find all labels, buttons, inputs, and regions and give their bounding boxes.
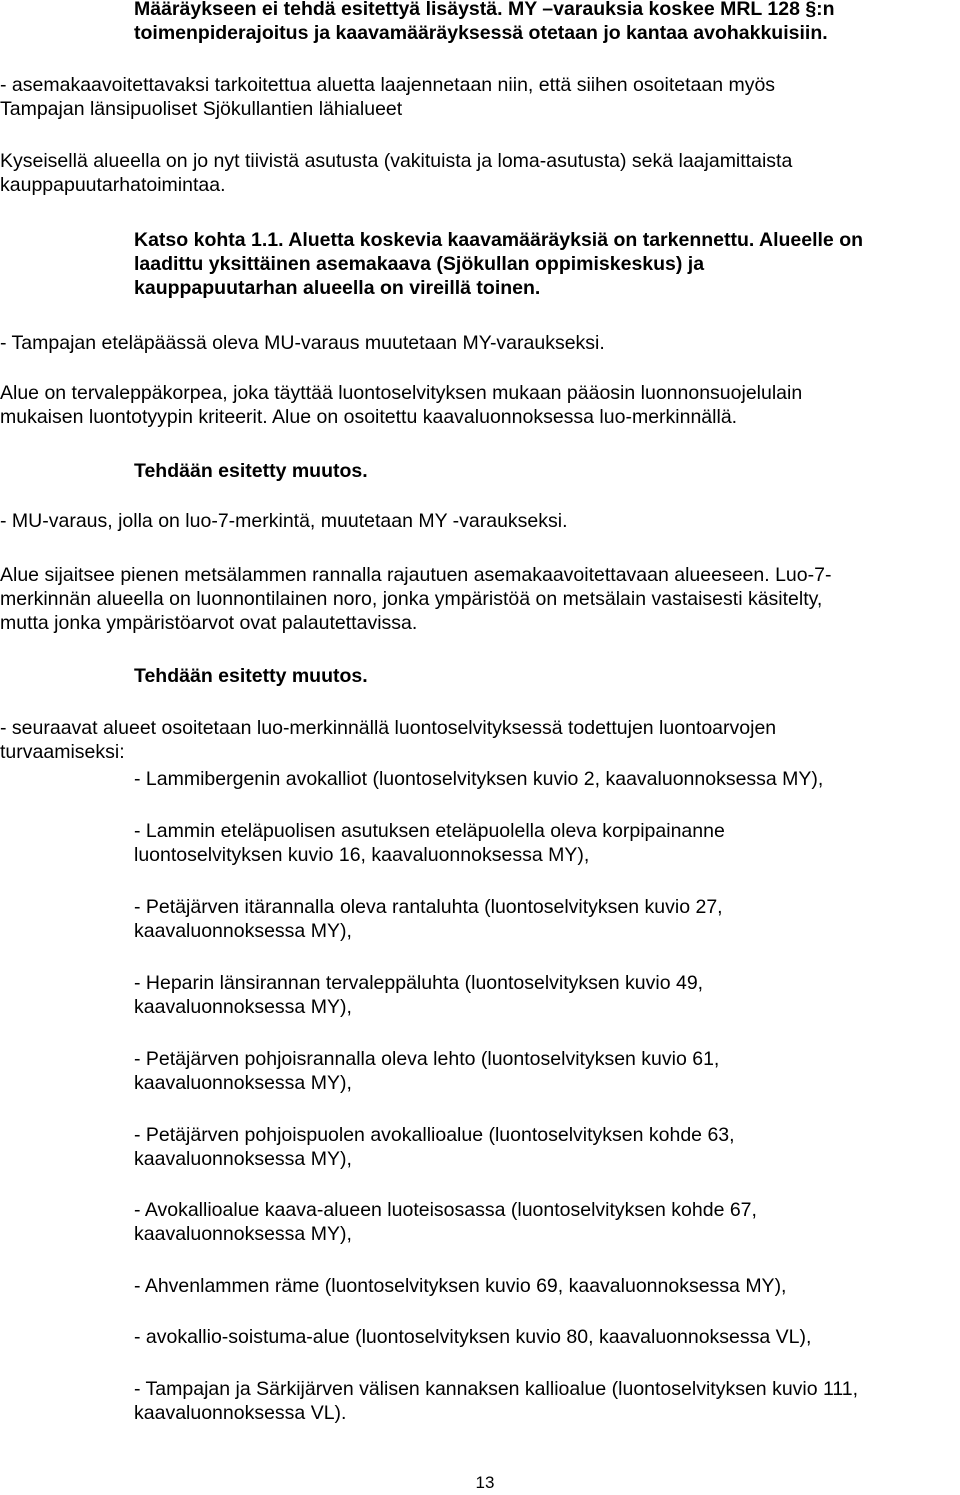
list-item-luo-areas-intro: - seuraavat alueet osoitetaan luo-merkinnällä luontoselvityksessä todettujen luontoarvojen turvaamiseksi: [0, 717, 777, 763]
decision-katso-kohta: Katso kohta 1.1. Aluetta koskevia kaavamääräyksiä on tarkennettu. Alueelle on laadittu yksittäinen asemakaava (Sjökullan oppimiskeskus) ja kauppapuutarhan alueella on vireillä toinen. [134, 229, 864, 299]
paragraph-tervaleppakorpi: Alue on tervaleppäkorpea, joka täyttää luontoselvityksen mukaan pääosin luonnonsuojelulain mukaisen luontotyypin kriteerit. Alue on osoitettu kaavaluonnoksessa luo-merkinnällä. [0, 382, 803, 428]
sub-item-lammi-korpipainanne: - Lammin eteläpuolisen asutuksen eteläpuolella oleva korpipainanne luontoselvityksen kuvio 16, kaavaluonnoksessa MY), [134, 820, 725, 866]
sub-item-petajarvi-lehto: - Petäjärven pohjoisrannalla oleva lehto (luontoselvityksen kuvio 61, kaavaluonnoksessa MY), [134, 1048, 720, 1094]
list-item-tampajan-mu: - Tampajan eteläpäässä oleva MU-varaus muutetaan MY-varaukseksi. [0, 332, 605, 354]
sub-item-avokallio-soistuma: - avokallio-soistuma-alue (luontoselvityksen kuvio 80, kaavaluonnoksessa VL), [134, 1326, 812, 1348]
decision-change-accepted-1: Tehdään esitetty muutos. [134, 460, 368, 482]
page-number: 13 [475, 1473, 495, 1492]
sub-item-ahvenlammen-rame: - Ahvenlammen räme (luontoselvityksen kuvio 69, kaavaluonnoksessa MY), [134, 1275, 787, 1297]
sub-item-petajarvi-avokallio: - Petäjärven pohjoispuolen avokallioalue (luontoselvityksen kohde 63, kaavaluonnoksessa MY), [134, 1124, 735, 1170]
paragraph-existing-settlement: Kyseisellä alueella on jo nyt tiivistä asutusta (vakituista ja loma-asutusta) sekä laajamittaista kauppapuutarhatoimintaa. [0, 150, 793, 196]
list-item-asemakaava-extension: - asemakaavoitettavaksi tarkoitettua aluetta laajennetaan niin, että siihen osoitetaan myös Tampajan länsipuoliset Sjökullantien lähialueet [0, 74, 776, 120]
sub-item-petajarvi-rantaluhta: - Petäjärven itärannalla oleva rantaluhta (luontoselvityksen kuvio 27, kaavaluonnoksessa MY), [134, 896, 723, 942]
paragraph-metsalampi: Alue sijaitsee pienen metsälammen rannalla rajautuen asemakaavoitettavaan alueeseen. Luo-7- merkinnän alueella on luonnontilainen noro, jonka ympäristöä on metsälain vastaisesti käsitelty, mutta jonka ympäristöarvot ovat palautettavissa. [0, 564, 832, 634]
sub-item-avokallioalue-luoteis: - Avokallioalue kaava-alueen luoteisosassa (luontoselvityksen kohde 67, kaavaluonnoksessa MY), [134, 1199, 757, 1245]
sub-item-heparin-tervaleppaluhta: - Heparin länsirannan tervaleppäluhta (luontoselvityksen kuvio 49, kaavaluonnoksessa MY), [134, 972, 704, 1018]
list-item-mu-luo7: - MU-varaus, jolla on luo-7-merkintä, muutetaan MY -varaukseksi. [0, 510, 568, 532]
decision-change-accepted-2: Tehdään esitetty muutos. [134, 665, 368, 687]
top-decision-text: Määräykseen ei tehdä esitettyä lisäystä. MY –varauksia koskee MRL 128 §:n toimenpiderajoitus ja kaavamääräyksessä otetaan jo kantaa avohakkuisiin. [134, 0, 835, 44]
sub-item-lammibergen: - Lammibergenin avokalliot (luontoselvityksen kuvio 2, kaavaluonnoksessa MY), [134, 768, 824, 790]
sub-item-tampaja-sarkijarvi: - Tampajan ja Särkijärven välisen kannaksen kallioalue (luontoselvityksen kuvio 111, kaavaluonnoksessa VL). [134, 1378, 859, 1424]
